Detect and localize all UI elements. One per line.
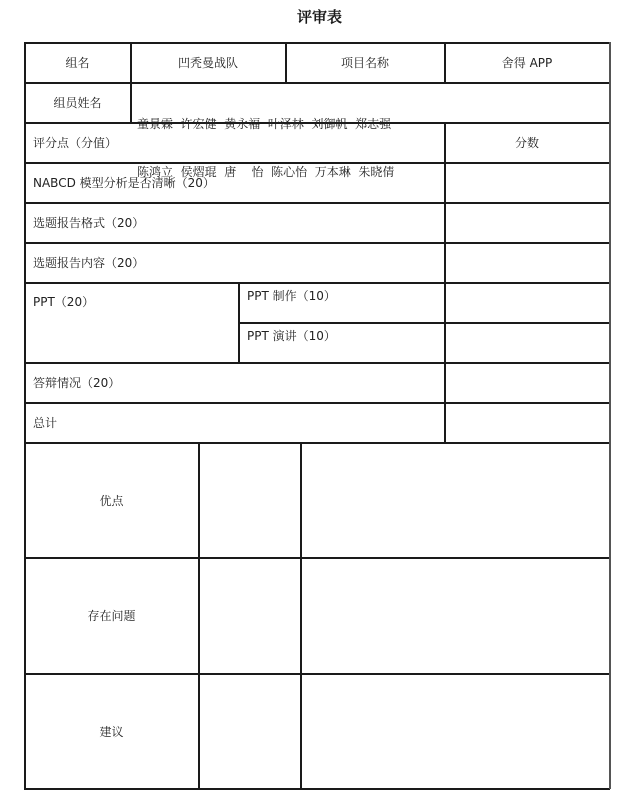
table-border-bottom (24, 788, 610, 790)
score-input-report-content[interactable] (445, 243, 609, 282)
feedback-problems-input[interactable] (301, 558, 609, 673)
score-input-report-format[interactable] (445, 203, 609, 242)
total-score[interactable] (445, 403, 609, 442)
score-input-ppt-making[interactable] (445, 283, 609, 322)
feedback-strengths-sub[interactable] (199, 443, 300, 557)
group-name-label: 组名 (65, 56, 90, 70)
criteria-header: 评分点（分值） (33, 136, 118, 150)
members-label: 组员姓名 (53, 96, 102, 110)
feedback-suggestions-label: 建议 (99, 724, 124, 739)
criteria-ppt-making: PPT 制作（10） (247, 289, 336, 303)
members-line-2: 陈鸿立 侯熠琨 唐 怡 陈心怡 万本琳 朱晓倩 (137, 165, 395, 179)
feedback-suggestions-input[interactable] (301, 674, 609, 788)
criteria-ppt: PPT（20） (33, 295, 95, 309)
criteria-nabcd: NABCD 模型分析是否清晰（20） (33, 176, 215, 190)
score-input-nabcd[interactable] (445, 163, 609, 202)
feedback-problems-sub[interactable] (199, 558, 300, 673)
group-name-value[interactable]: 凹秃曼战队 (177, 56, 238, 70)
members-line-1: 童景霖 许宏健 黄永福 叶泽林 刘御帆 郑志强 (137, 117, 392, 131)
criteria-ppt-speech: PPT 演讲（10） (247, 329, 336, 343)
score-input-defense[interactable] (445, 363, 609, 402)
score-input-ppt-speech[interactable] (445, 323, 609, 362)
feedback-suggestions-sub[interactable] (199, 674, 300, 788)
feedback-strengths-label: 优点 (99, 493, 124, 508)
criteria-defense: 答辩情况（20） (33, 376, 121, 390)
feedback-strengths-input[interactable] (301, 443, 609, 557)
feedback-problems-label: 存在问题 (87, 609, 136, 623)
criteria-report-content: 选题报告内容（20） (33, 256, 145, 270)
criteria-report-format: 选题报告格式（20） (33, 216, 145, 230)
project-name-value[interactable]: 舍得 APP (501, 56, 553, 70)
total-label: 总计 (33, 416, 58, 430)
score-header: 分数 (514, 136, 539, 150)
page-title: 评审表 (296, 8, 342, 26)
project-name-label: 项目名称 (340, 56, 389, 70)
table-border-right (609, 42, 611, 789)
